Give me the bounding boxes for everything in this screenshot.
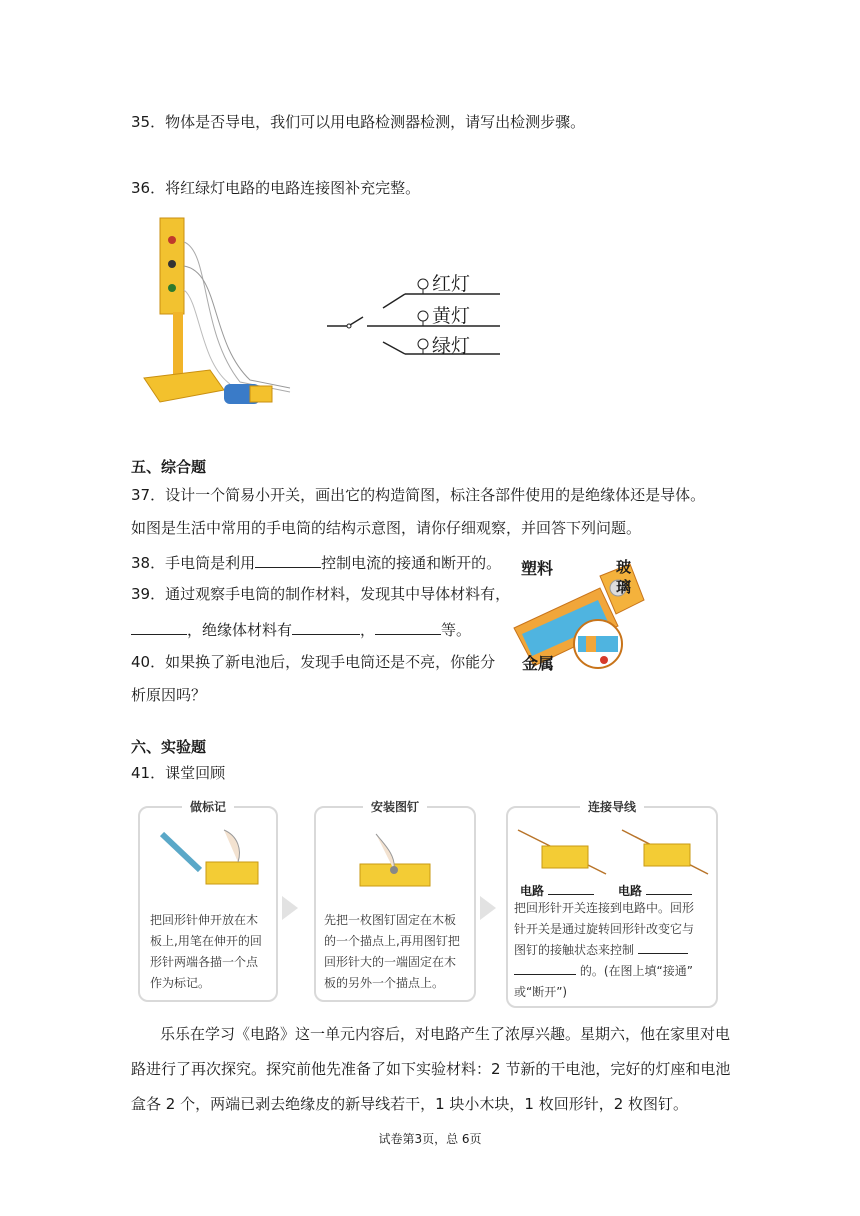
red-lamp-label: 红灯 (432, 273, 471, 295)
answer-blank[interactable] (548, 882, 594, 895)
bulb-icon (418, 339, 428, 349)
step-panel-mark: 做标记 把回形针伸开放在木 板上,用笔在伸开的回 形针两端各描一个点 作为标记。 (138, 806, 278, 1002)
section-5-heading: 五、综合题 (131, 458, 207, 476)
green-bulb-icon (168, 284, 176, 292)
green-lamp-label: 绿灯 (432, 335, 471, 357)
question-35: 35．物体是否导电，我们可以用电路检测器检测，请写出检测步骤。 (131, 113, 586, 131)
question-39-line-2: ，绝缘体材料有 ， 等。 (131, 618, 471, 640)
flashlight-intro: 如图是生活中常用的手电筒的结构示意图，请你仔细观察，并回答下列问题。 (131, 519, 642, 537)
answer-blank[interactable] (375, 618, 441, 635)
traffic-light-circuit-diagram (325, 268, 505, 360)
bulb-icon (418, 279, 428, 289)
glass-label-2: 璃 (616, 578, 632, 596)
bulb-icon (418, 311, 428, 321)
yellow-bulb-icon (168, 260, 176, 268)
question-39: 39．通过观察手电筒的制作材料，发现其中导体材料有， (131, 585, 511, 603)
answer-blank[interactable] (292, 618, 360, 635)
question-37: 37．设计一个简易小开关，画出它的构造简图，标注各部件使用的是绝缘体还是导体。 (131, 486, 706, 504)
question-38: 38．手电筒是利用 控制电流的接通和断开的。 (131, 551, 501, 573)
wire-connection-illustration (514, 824, 710, 882)
answer-blank[interactable] (514, 962, 576, 975)
circuit-label-2: 电路 (618, 882, 692, 899)
traffic-light-model-photo (140, 212, 310, 412)
page-footer: 试卷第3页，总 6页 (378, 1132, 482, 1146)
circuit-label-1: 电路 (520, 882, 594, 899)
question-41: 41．课堂回顾 (131, 764, 226, 782)
question-40-line-2: 析原因吗？ (131, 686, 207, 704)
plastic-label: 塑料 (521, 559, 554, 578)
glass-label-1: 玻 (616, 558, 632, 576)
switch-icon (350, 317, 363, 325)
red-bulb-icon (168, 236, 176, 244)
marking-illustration (154, 826, 264, 896)
paragraph-line-2: 路进行了再次探究。探究前他先准备了如下实验材料：2 节新的干电池，完好的灯座和电池 (131, 1060, 731, 1078)
pin-illustration (336, 826, 456, 896)
step-title: 做标记 (182, 798, 234, 815)
question-36: 36．将红绿灯电路的电路连接图补充完整。 (131, 179, 421, 197)
next-step-arrow-icon (282, 896, 298, 920)
yellow-lamp-label: 黄灯 (432, 305, 471, 327)
answer-blank[interactable] (255, 551, 321, 568)
answer-blank[interactable] (646, 882, 692, 895)
paragraph-line-1: 乐乐在学习《电路》这一单元内容后，对电路产生了浓厚兴趣。星期六，他在家里对电 (160, 1025, 731, 1043)
paragraph-line-3: 盒各 2 个，两端已剥去绝缘皮的新导线若干，1 块小木块，1 枚回形针，2 枚图钉。 (131, 1095, 689, 1113)
next-step-arrow-icon (480, 896, 496, 920)
step-panel-wire: 连接导线 电路 电路 把回形针开关连接到电路中。回形 针开关是通过旋转回形针改变它与 图钉的接触状态来控制 的。(在图上填“接通” 或“断开”) (506, 806, 718, 1008)
section-6-heading: 六、实验题 (131, 738, 207, 756)
answer-blank[interactable] (131, 618, 187, 635)
question-40: 40．如果换了新电池后，发现手电筒还是不亮，你能分 (131, 653, 496, 671)
answer-blank[interactable] (638, 941, 688, 954)
step-title: 连接导线 (580, 798, 644, 815)
step-title: 安装图钉 (363, 798, 427, 815)
metal-label: 金属 (522, 654, 555, 673)
step-panel-pin: 安装图钉 先把一枚图钉固定在木板 的一个描点上,再用图钉把 回形针大的一端固定在木 板的另外一个描点上。 (314, 806, 476, 1002)
pushpin-icon (390, 866, 398, 874)
